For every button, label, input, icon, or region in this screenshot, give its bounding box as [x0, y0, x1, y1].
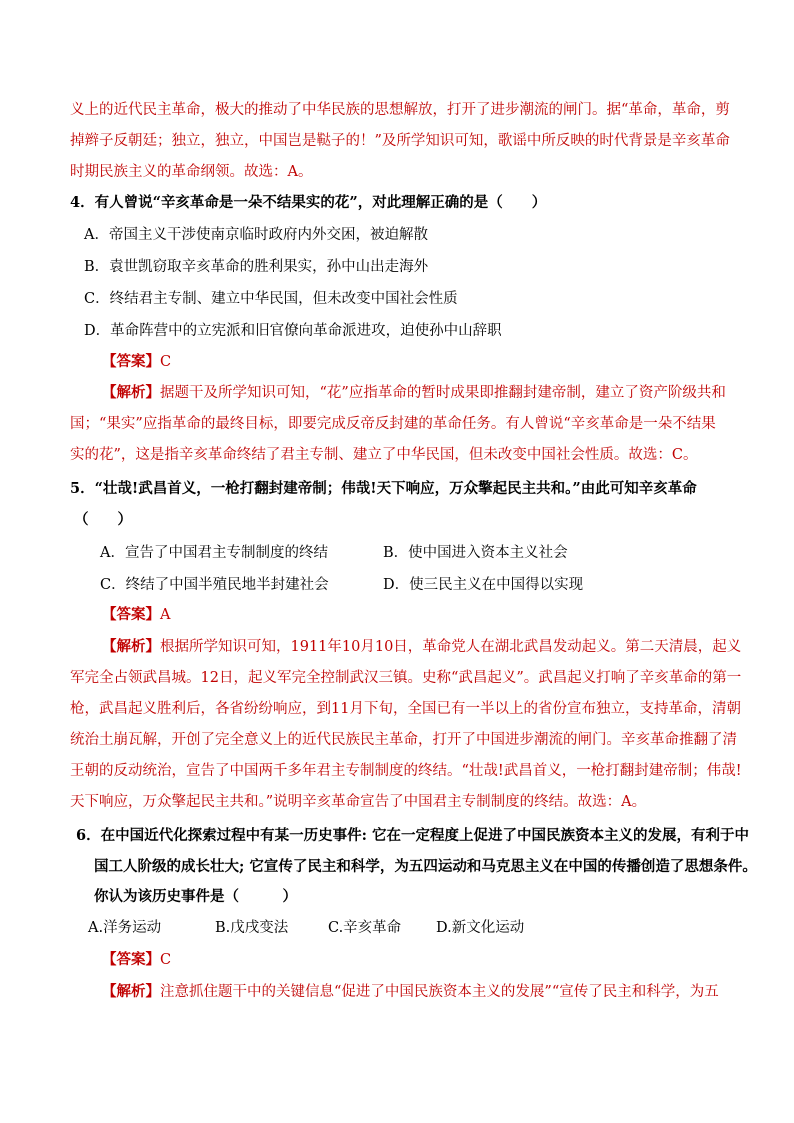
q5-option-b: B．使中国进入资本主义社会	[383, 545, 568, 561]
q4-analysis-text-1: 据题干及所学知识可知，“花”应指革命的暂时成果即推翻封建帝制，建立了资产阶级共和	[160, 385, 726, 401]
q6-option-a: A.洋务运动	[88, 920, 162, 936]
q4-analysis-line-2: 国；“果实”应指革命的最终目标，即要完成反帝反封建的革命任务。有人曾说“辛亥革命是一朵不结果	[70, 416, 716, 432]
q5-analysis-line-1	[102, 637, 741, 657]
answer-label: 【答案】	[102, 606, 160, 623]
analysis-label: 【解析】	[102, 638, 160, 655]
q6-answer-value: C	[160, 952, 172, 968]
q5-option-d: D．使三民主义在中国得以实现	[383, 577, 584, 593]
q5-analysis-line-6: 天下响应，万众擎起民主共和。”说明辛亥革命宣告了中国君主专制制度的终结。故选：A。	[70, 794, 647, 810]
answer-label: 【答案】	[102, 353, 160, 370]
q5-analysis-line-4: 统治土崩瓦解，开创了完全意义上的近代民族民主革命，打开了中国进步潮流的闸门。辛亥革命推翻了清	[70, 732, 737, 748]
q6-option-c: C.辛亥革命	[328, 920, 402, 936]
q4-option-b: B．袁世凯窃取辛亥革命的胜利果实，孙中山出走海外	[84, 259, 429, 275]
q5-analysis-line-5: 王朝的反动统治，宣告了中国两千多年君主专制制度的终结。“壮哉!武昌首义，一枪打翻封建帝制；伟哉!	[70, 763, 742, 779]
q4-analysis-line-1	[102, 383, 726, 403]
q5-answer-row	[102, 605, 170, 625]
carryover-line-1: 义上的近代民主革命，极大的推动了中华民族的思想解放，打开了进步潮流的闸门。据“革命，革命，剪	[70, 102, 730, 118]
analysis-label: 【解析】	[102, 384, 160, 401]
answer-label: 【答案】	[102, 951, 160, 968]
q5-analysis-text-1: 根据所学知识可知，1911年10月10日，革命党人在湖北武昌发动起义。第二天清晨，起义	[160, 639, 742, 655]
q5-option-a: A．宣告了中国君主专制制度的终结	[100, 545, 328, 561]
q4-option-d: D．革命阵营中的立宪派和旧官僚向革命派进攻，迫使孙中山辞职	[84, 323, 502, 339]
analysis-label: 【解析】	[102, 983, 160, 1000]
carryover-line-3: 时期民族主义的革命纲领。故选：A。	[70, 164, 313, 180]
q6-stem-line-3: 你认为该历史事件是（ ）	[94, 888, 297, 905]
q5-option-c: C．终结了中国半殖民地半封建社会	[100, 577, 329, 593]
q5-analysis-line-2: 军完全占领武昌城。12日，起义军完全控制武汉三镇。史称“武昌起义”。武昌起义打响了辛亥革命的第一	[70, 670, 742, 686]
q6-option-d: D.新文化运动	[436, 920, 525, 936]
q4-answer-value: C	[160, 354, 172, 370]
q4-option-a: A．帝国主义干涉使南京临时政府内外交困，被迫解散	[84, 227, 428, 243]
q5-analysis-line-3: 枪，武昌起义胜利后，各省纷纷响应，到11月下旬，全国已有一半以上的省份宣布独立，支持革命，清朝	[70, 701, 741, 717]
q5-stem-line-2: （ ）	[74, 511, 132, 528]
q6-stem-line-1: 6．在中国近代化探索过程中有某一历史事件: 它在一定程度上促进了中国民族资本主义的发展，有利于中	[76, 827, 749, 844]
q4-option-c: C．终结君主专制、建立中华民国，但未改变中国社会性质	[84, 291, 458, 307]
q6-stem-line-2: 国工人阶级的成长壮大; 它宣传了民主和科学，为五四运动和马克思主义在中国的传播创造了思想条件。	[94, 858, 757, 875]
q6-answer-row	[102, 950, 171, 970]
q4-analysis-line-3: 实的花”，这是指辛亥革命终结了君主专制、建立了中华民国，但未改变中国社会性质。故选：C。	[70, 447, 698, 463]
q6-analysis-line-1	[102, 982, 719, 1002]
carryover-line-2: 掉辫子反朝廷；独立，独立，中国岂是鞑子的！”及所学知识可知，歌谣中所反映的时代背景是辛亥革命	[70, 133, 730, 149]
q4-stem: 4．有人曾说“辛亥革命是一朵不结果实的花”，对此理解正确的是（ ）	[70, 194, 547, 211]
q5-answer-value: A	[160, 607, 171, 623]
q6-option-b: B.戊戌变法	[215, 920, 289, 936]
q5-stem-line-1: 5．“壮哉!武昌首义，一枪打翻封建帝制；伟哉!天下响应，万众擎起民主共和。”由此可知辛亥革命	[70, 480, 697, 497]
q4-answer-row	[102, 352, 171, 372]
q6-analysis-text-1: 注意抓住题干中的关键信息“促进了中国民族资本主义的发展”“宣传了民主和科学，为五	[160, 984, 719, 1000]
